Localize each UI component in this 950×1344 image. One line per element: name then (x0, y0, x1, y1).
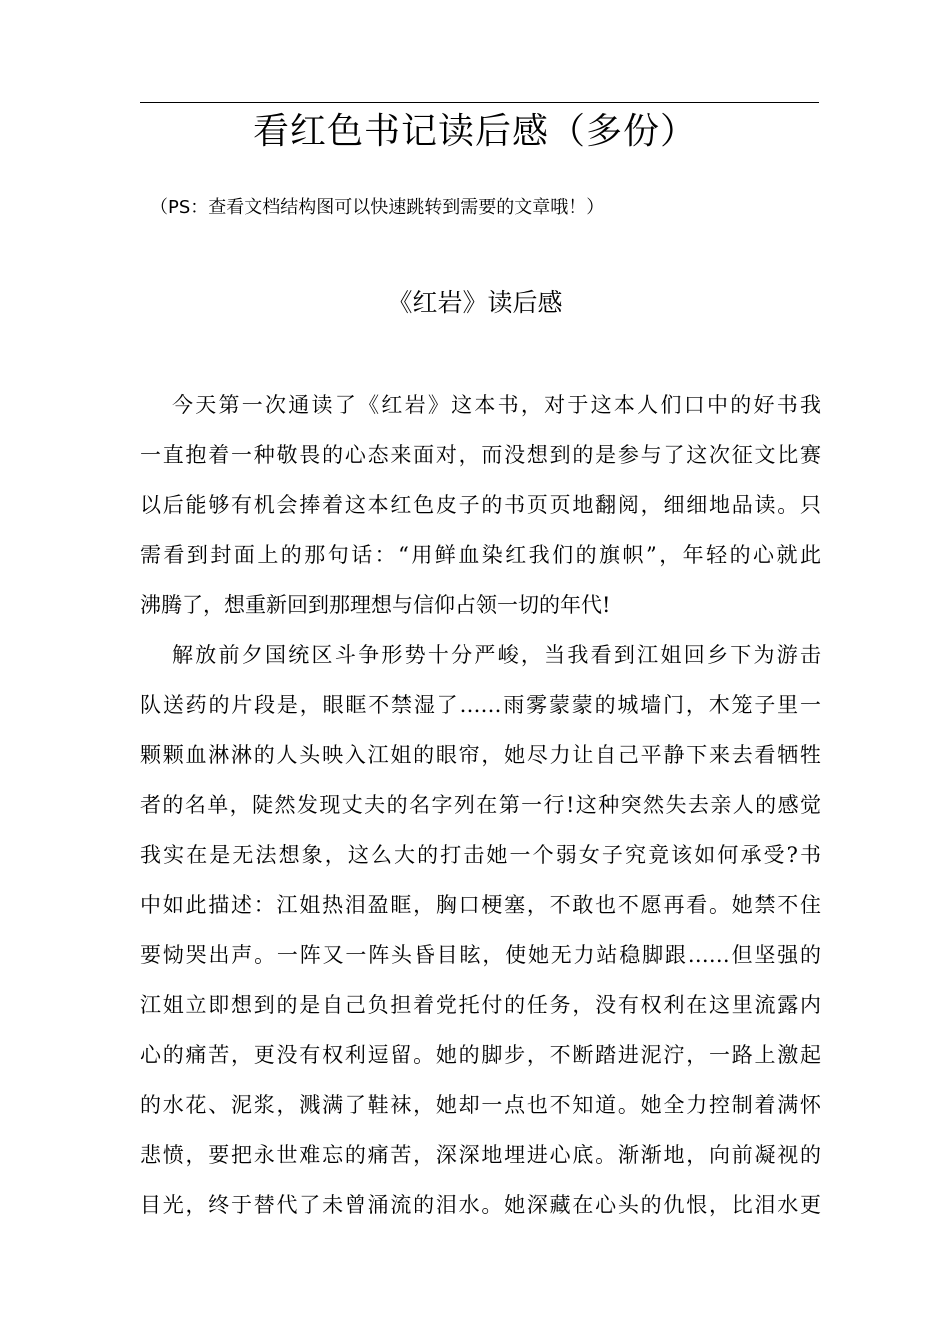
text-line: 悲愤，要把永世难忘的痛苦，深深地埋进心底。渐渐地，向前凝视的 (140, 1143, 821, 1167)
text-line: 颗颗血淋淋的人头映入江姐的眼帘，她尽力让自己平静下来去看牺牲 (140, 743, 821, 767)
text-line: 中如此描述：江姐热泪盈眶，胸口梗塞，不敢也不愿再看。她禁不住 (140, 893, 821, 917)
text-line: 沸腾了，想重新回到那理想与信仰占领一切的年代! (140, 593, 611, 617)
text-line: 要恸哭出声。一阵又一阵头昏目眩，使她无力站稳脚跟……但坚强的 (140, 943, 821, 967)
article-body (140, 380, 821, 1230)
text-line: 解放前夕国统区斗争形势十分严峻，当我看到江姐回乡下为游击 (172, 643, 821, 667)
text-line: 今天第一次通读了《红岩》这本书，对于这本人们口中的好书我 (172, 393, 821, 417)
text-line: 江姐立即想到的是自己负担着党托付的任务，没有权利在这里流露内 (140, 993, 821, 1017)
navigation-note: （PS：查看文档结构图可以快速跳转到需要的文章哦！） (150, 197, 605, 218)
paragraph (140, 630, 821, 1230)
document-title: 看红色书记读后感（多份） (252, 111, 697, 152)
text-line: 以后能够有机会捧着这本红色皮子的书页页地翻阅，细细地品读。只 (140, 493, 821, 517)
text-line: 心的痛苦，更没有权利逗留。她的脚步，不断踏进泥泞，一路上激起 (140, 1043, 821, 1067)
header-rule (140, 102, 819, 103)
text-line: 的水花、泥浆，溅满了鞋袜，她却一点也不知道。她全力控制着满怀 (140, 1093, 821, 1117)
text-line: 一直抱着一种敬畏的心态来面对，而没想到的是参与了这次征文比赛 (140, 443, 821, 467)
text-line: 我实在是无法想象，这么大的打击她一个弱女子究竟该如何承受?书 (140, 843, 821, 867)
text-line: 目光，终于替代了未曾涌流的泪水。她深藏在心头的仇恨，比泪水更 (140, 1193, 821, 1217)
text-line: 需看到封面上的那句话：“用鲜血染红我们的旗帜”，年轻的心就此 (140, 543, 821, 567)
text-line: 者的名单，陡然发现丈夫的名字列在第一行!这种突然失去亲人的感觉 (140, 793, 821, 817)
section-title: 《红岩》读后感 (387, 288, 563, 317)
text-line: 队送药的片段是，眼眶不禁湿了……雨雾蒙蒙的城墙门，木笼子里一 (140, 693, 821, 717)
paragraph (140, 380, 821, 630)
